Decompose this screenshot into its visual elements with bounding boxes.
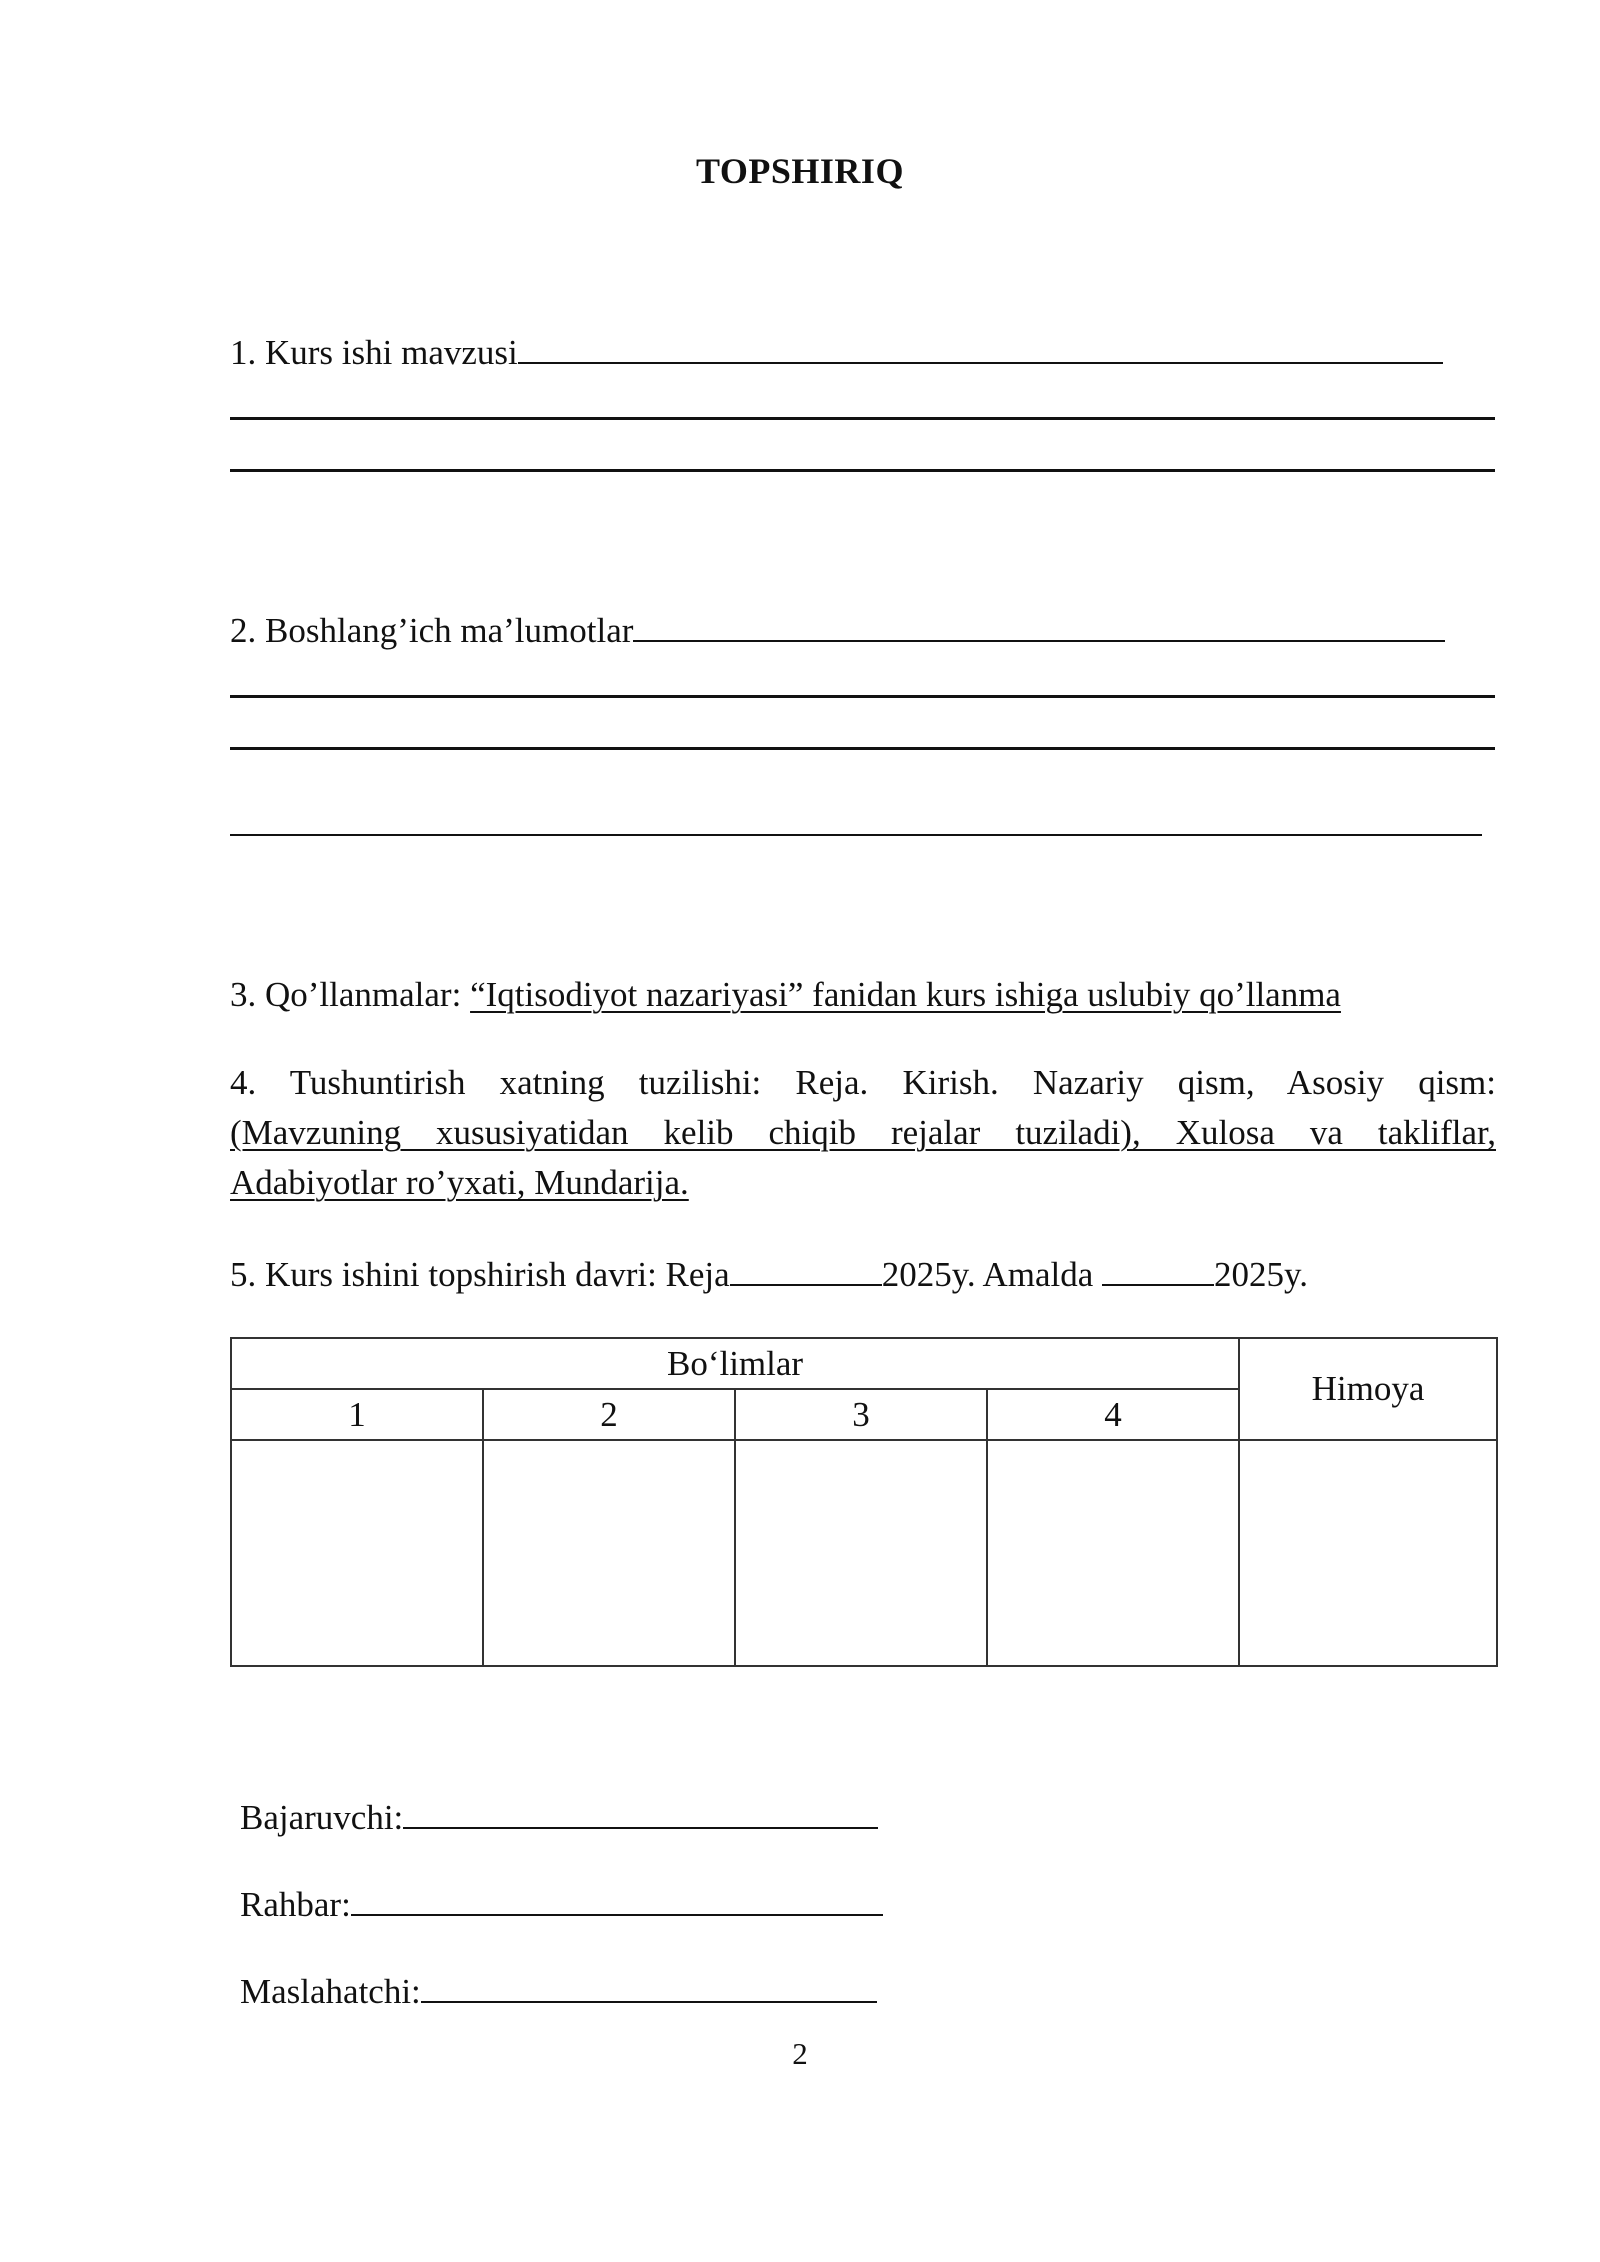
column-header-1: 1 [231, 1389, 483, 1440]
defense-header: Himoya [1239, 1338, 1497, 1440]
actual-date-field[interactable] [1102, 1252, 1214, 1286]
sections-table [230, 1337, 1498, 1667]
section-cell-1[interactable] [231, 1440, 483, 1666]
initial-data-line-3[interactable] [230, 747, 1495, 750]
consultant-line [240, 1969, 877, 2012]
section-cell-3[interactable] [735, 1440, 987, 1666]
supervisor-field[interactable] [351, 1882, 883, 1916]
initial-data-field[interactable] [633, 608, 1445, 642]
initial-data-line [230, 608, 1445, 651]
consultant-field[interactable] [421, 1969, 877, 2003]
plan-date-field[interactable] [730, 1252, 882, 1286]
section-cell-4[interactable] [987, 1440, 1239, 1666]
plan-year: 2025y. Amalda [881, 1255, 1103, 1294]
page-title: TOPSHIRIQ [696, 151, 904, 191]
sections-header: Bo‘limlar [231, 1338, 1239, 1389]
manuals-line [230, 975, 1341, 1015]
executor-field[interactable] [403, 1795, 878, 1829]
actual-year: 2025y. [1214, 1255, 1309, 1294]
column-header-4: 4 [987, 1389, 1239, 1440]
initial-data-line-4[interactable] [230, 834, 1482, 836]
executor-line [240, 1795, 878, 1838]
manuals-label: 3. Qo’llanmalar: [230, 975, 471, 1014]
topic-line-3[interactable] [230, 469, 1495, 472]
page-number: 2 [792, 2036, 808, 2071]
section-cell-2[interactable] [483, 1440, 735, 1666]
initial-data-line-2[interactable] [230, 695, 1495, 698]
supervisor-label: Rahbar: [240, 1885, 351, 1924]
manuals-value: “Iqtisodiyot nazariyasi” fanidan kurs ishiga uslubiy qo’llanma [470, 975, 1341, 1014]
submission-line [230, 1252, 1308, 1295]
topic-line [230, 330, 1443, 373]
column-header-3: 3 [735, 1389, 987, 1440]
topic-field[interactable] [518, 330, 1443, 364]
defense-cell[interactable] [1239, 1440, 1497, 1666]
topic-line-2[interactable] [230, 417, 1495, 420]
initial-data-label: 2. Boshlang’ich ma’lumotlar [230, 611, 634, 650]
topic-label: 1. Kurs ishi mavzusi [230, 333, 518, 372]
column-header-2: 2 [483, 1389, 735, 1440]
executor-label: Bajaruvchi: [240, 1798, 404, 1837]
structure-line-3: Adabiyotlar ro’yxati, Mundarija. [230, 1163, 689, 1202]
consultant-label: Maslahatchi: [240, 1972, 421, 2011]
supervisor-line [240, 1882, 883, 1925]
structure-line-2: (Mavzuning xususiyatidan kelib chiqib rejalar tuziladi), Xulosa va takliflar, [230, 1113, 1496, 1152]
submission-label: 5. Kurs ishini topshirish davri: Reja [230, 1255, 730, 1294]
structure-line-1: 4. Tushuntirish xatning tuzilishi: Reja. Kirish. Nazariy qism, Asosiy qism: [230, 1063, 1496, 1102]
